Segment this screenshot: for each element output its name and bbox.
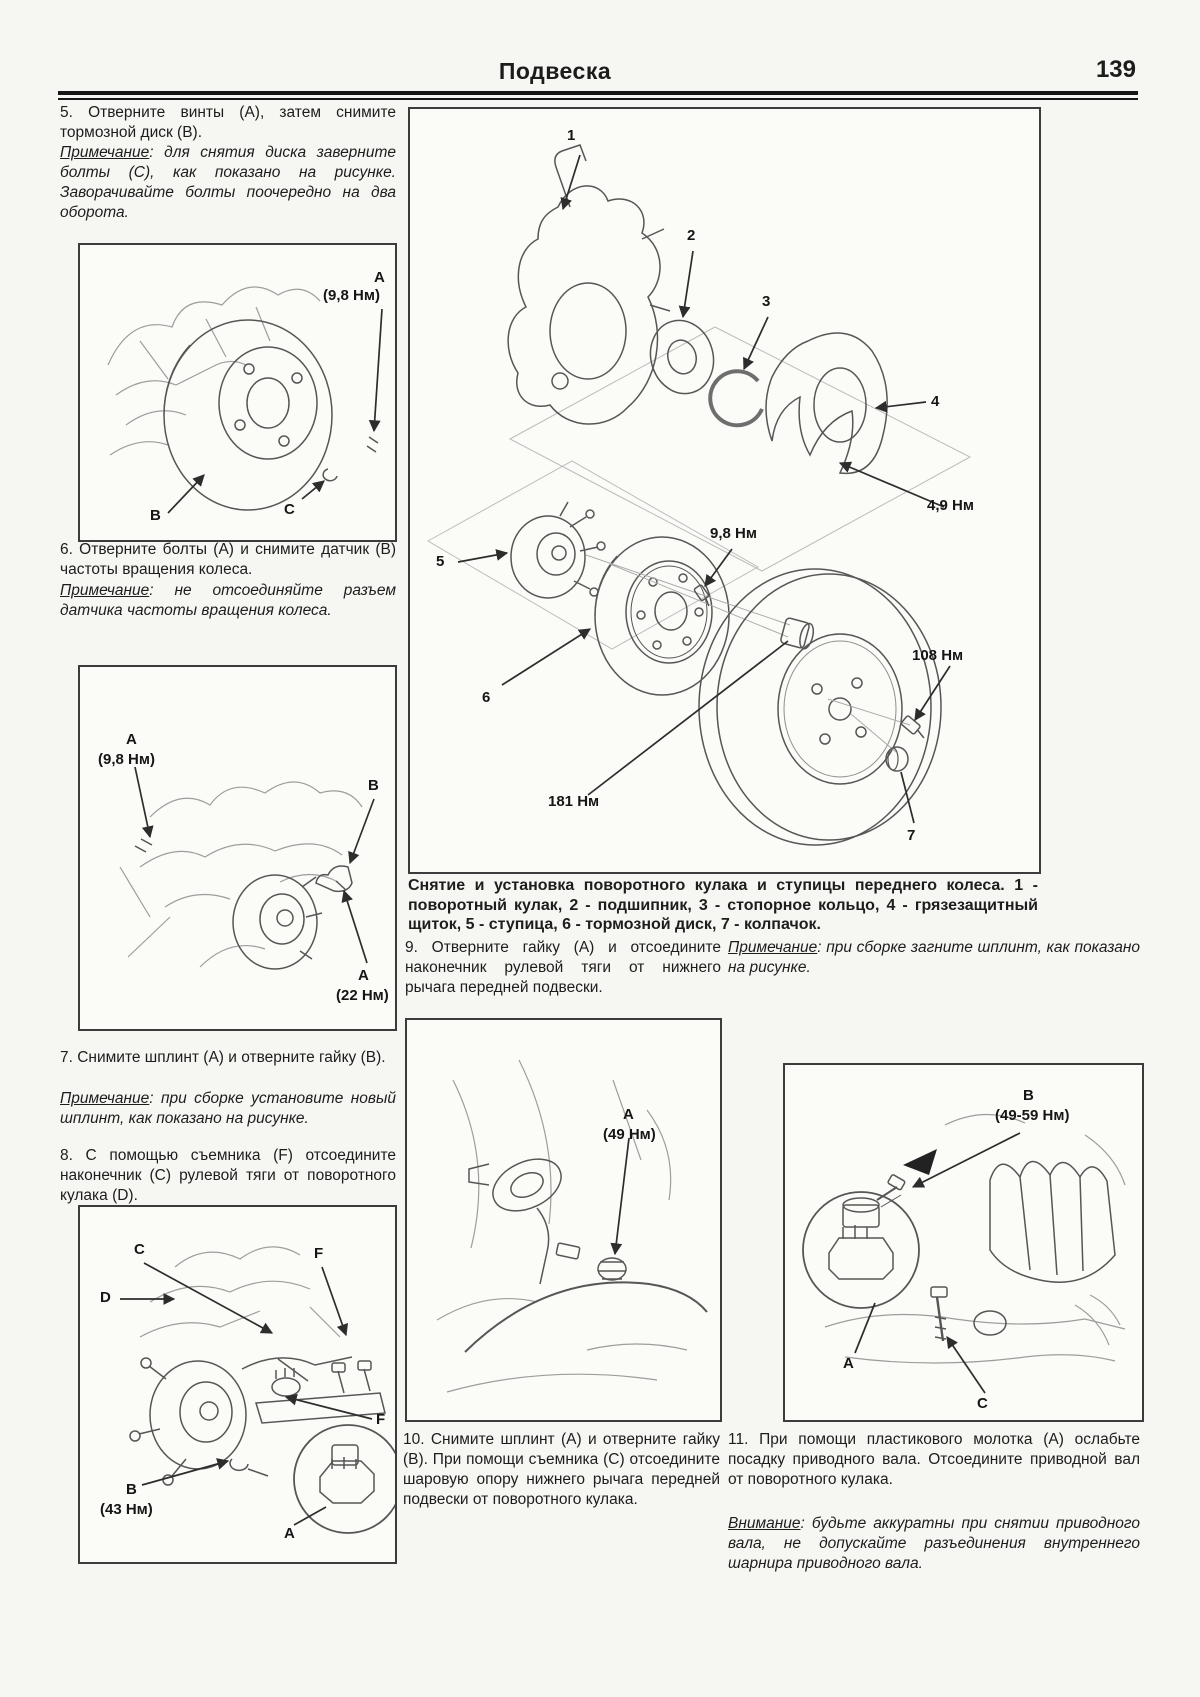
note-9-text: : при сборке загните шплинт, как показано на рисунке. xyxy=(728,939,1140,976)
note-7-label: Примечание xyxy=(60,1090,150,1107)
fig2-label-b: B xyxy=(368,777,379,794)
fig2-label-a1: A xyxy=(126,731,137,748)
fig1-torque-a: (9,8 Нм) xyxy=(323,287,380,304)
speed-sensor-illustration xyxy=(80,667,395,1029)
main-torque-wheel: 108 Нм xyxy=(912,647,964,664)
fig3-label-f1: F xyxy=(314,1245,324,1262)
fig3-label-a: A xyxy=(284,1525,295,1542)
figure-speed-sensor-removal xyxy=(78,665,397,1031)
page-number: 139 xyxy=(1095,56,1136,83)
main-callout-3: 3 xyxy=(762,293,771,310)
fig1-label-a: A xyxy=(374,269,385,286)
exploded-view-illustration xyxy=(410,109,1039,872)
fig5-torque-b: (49-59 Нм) xyxy=(995,1107,1070,1124)
fig2-torque-a2: (22 Нм) xyxy=(336,987,389,1004)
driveshaft-illustration xyxy=(785,1065,1142,1420)
figure-tie-rod-nut xyxy=(405,1018,722,1422)
note-6-label: Примечание xyxy=(60,582,150,599)
header-rule-thick xyxy=(58,91,1138,95)
fig1-label-c: C xyxy=(284,501,295,518)
fig3-label-b: B xyxy=(126,1481,137,1498)
fig3-torque-b: (43 Нм) xyxy=(100,1501,153,1518)
tie-rod-nut-illustration xyxy=(407,1020,720,1420)
fig3-label-c: C xyxy=(134,1241,145,1258)
main-torque-sensor: 9,8 Нм xyxy=(710,525,757,542)
step-6-text: 6. Отверните болты (А) и снимите датчик (В) частоты вращения колеса. xyxy=(60,541,396,578)
step-11-warning xyxy=(728,1514,1140,1574)
step-11-text: 11. При помощи пластикового молотка (А) ослабьте посадку приводного вала. Отсоедините приводной вал от поворотного кулака. xyxy=(728,1431,1140,1488)
step-5-note xyxy=(60,143,396,223)
main-callout-4: 4 xyxy=(931,393,940,410)
main-callout-7: 7 xyxy=(907,827,916,844)
step-5-text: 5. Отверните винты (А), затем снимите тормозной диск (В). xyxy=(60,104,396,141)
fig1-label-b: B xyxy=(150,507,161,524)
step-10-text: 10. Снимите шплинт (А) и отверните гайку (В). При помощи съемника (С) отсоедините шаровую опору нижнего рычага передней подвески от поворотного кулака. xyxy=(403,1431,720,1508)
figure-brake-disc-removal xyxy=(78,243,397,542)
fig3-label-f2: F xyxy=(376,1411,386,1428)
main-torque-shield: 4,9 Нм xyxy=(927,497,974,514)
step-9-text: 9. Отверните гайку (А) и отсоедините наконечник рулевой тяги от нижнего рычага передней подвески. xyxy=(405,939,721,996)
fig4-label-a: A xyxy=(623,1106,634,1123)
page-title: Подвеска xyxy=(498,58,612,84)
step-7-text: 7. Снимите шплинт (А) и отверните гайку (В). xyxy=(60,1049,386,1066)
note-6-text: : не отсоединяйте разъем датчика частоты вращения колеса. xyxy=(60,582,396,619)
main-torque-hub: 181 Нм xyxy=(548,793,600,810)
fig4-torque-a: (49 Нм) xyxy=(603,1126,656,1143)
main-callout-2: 2 xyxy=(687,227,696,244)
header-rule-thin xyxy=(58,98,1138,100)
fig2-label-a2: A xyxy=(358,967,369,984)
note-7-text: : при сборке установите новый шплинт, как показано на рисунке. xyxy=(60,1090,396,1127)
figure-knuckle-hub-exploded xyxy=(408,107,1041,874)
fig5-label-c: C xyxy=(977,1395,988,1412)
fig5-label-b: B xyxy=(1023,1087,1034,1104)
main-callout-5: 5 xyxy=(436,553,445,570)
note-9-label: Примечание xyxy=(728,939,818,956)
warning-text: : будьте аккуратны при снятии приводного вала, не допускайте разъединения внутреннего шарнира приводного вала. xyxy=(728,1515,1140,1572)
step-7-note xyxy=(60,1089,396,1129)
note-5-text: : для снятия диска заверните болты (С), как показано на рисунке. Заворачивайте болты поочередно на два оборота. xyxy=(60,144,396,221)
warning-label: Внимание xyxy=(728,1515,801,1532)
fig2-torque-a1: (9,8 Нм) xyxy=(98,751,155,768)
main-callout-6: 6 xyxy=(482,689,491,706)
figure-tie-rod-separation xyxy=(78,1205,397,1564)
step-9-note xyxy=(728,938,1140,978)
step-8-text: 8. С помощью съемника (F) отсоедините наконечник (С) рулевой тяги от поворотного кулака (D). xyxy=(60,1147,396,1204)
fig3-label-d: D xyxy=(100,1289,111,1306)
note-5-label: Примечание xyxy=(60,144,150,161)
figure-driveshaft-loosening xyxy=(783,1063,1144,1422)
fig5-label-a: A xyxy=(843,1355,854,1372)
step-6-note xyxy=(60,581,396,621)
main-figure-caption: Снятие и установка поворотного кулака и ступицы переднего колеса. 1 - поворотный кулак, 2 - подшипник, 3 - стопорное кольцо, 4 - грязезащитный щиток, 5 - ступица, 6 - тормозной диск, 7 - колпачок. xyxy=(408,877,1038,933)
main-callout-1: 1 xyxy=(567,127,576,144)
